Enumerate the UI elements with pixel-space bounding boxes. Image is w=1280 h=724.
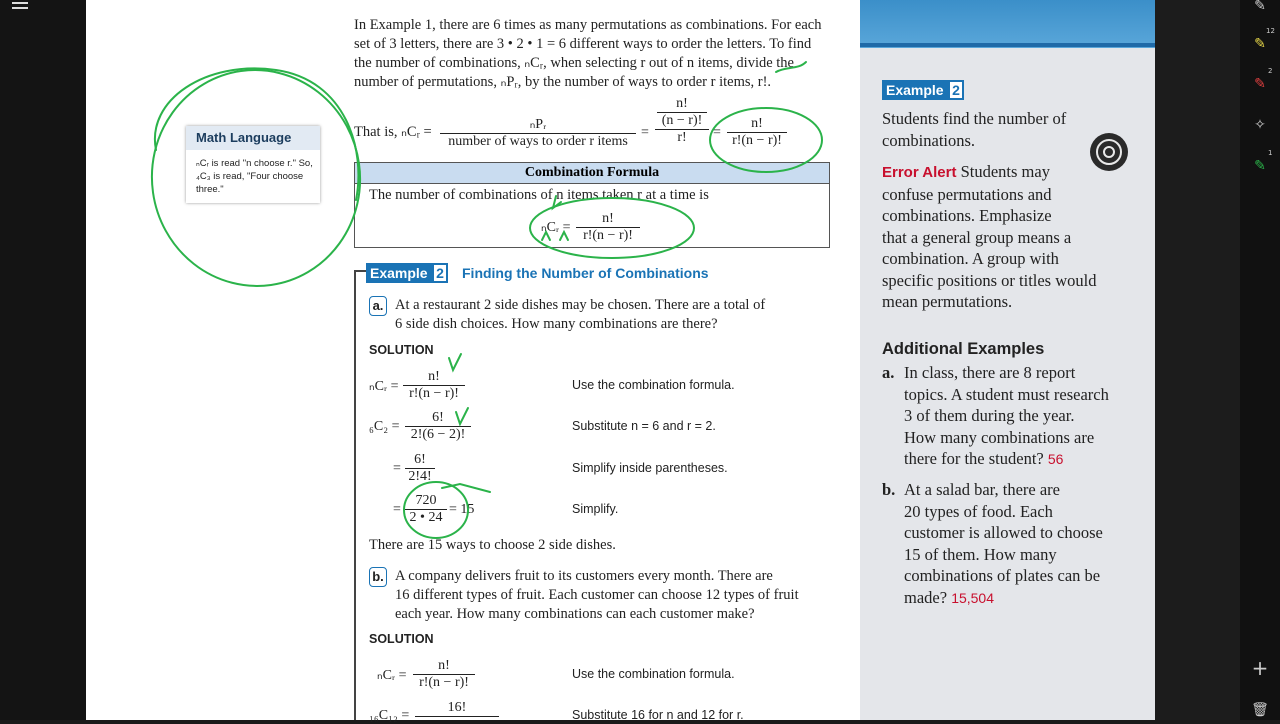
part-a-label: a.: [369, 296, 387, 316]
step-lhs: ₆C₂ =: [369, 419, 400, 434]
frac-num: n!: [413, 658, 475, 675]
frac-num: n!: [576, 211, 640, 228]
ink-circle-simplify: [404, 482, 468, 538]
frac-den: r!(n − r)!: [732, 133, 782, 148]
error-alert-line: combinations. Emphasize: [882, 206, 1052, 225]
badge-2: 2: [1268, 67, 1273, 75]
left-margin: [0, 0, 86, 720]
sidebar-item-b-label: b.: [882, 480, 896, 499]
frac-num: n!: [727, 116, 787, 133]
part-a-conclusion: There are 15 ways to choose 2 side dishes.: [369, 537, 616, 553]
add-icon[interactable]: +: [1251, 656, 1269, 680]
inner-num: n!: [657, 96, 707, 113]
item-line: At a salad bar, there are: [904, 480, 1061, 499]
ink-circle-result: [710, 108, 822, 172]
part-b-label: b.: [369, 567, 387, 587]
frac-den: 2 • 24: [409, 510, 443, 525]
equals-sign: =: [713, 125, 721, 140]
error-alert-line: combination. A group with: [882, 249, 1059, 268]
sidebar-item-b: [904, 479, 1134, 609]
error-alert-line: mean permutations.: [882, 292, 1013, 311]
pen-tool-icon[interactable]: ✎: [1254, 0, 1266, 14]
additional-examples-title: Additional Examples: [882, 340, 1045, 358]
step-note: Use the combination formula.: [572, 667, 735, 681]
frac-den: r!(n − r)!: [419, 675, 469, 690]
step-note: Substitute n = 6 and r = 2.: [572, 419, 716, 433]
combination-formula-title: Combination Formula: [355, 163, 829, 184]
that-is-label: That is, ₙCᵣ =: [354, 124, 432, 140]
math-language-line: ₄C₃ is read, "Four choose: [196, 171, 304, 182]
sidebar-example-number: 2: [948, 80, 964, 100]
sidebar-intro-line: Students find the number of: [882, 109, 1067, 128]
frac-den: r!: [677, 130, 687, 145]
step-note: Simplify inside parentheses.: [572, 461, 728, 475]
equals-sign: =: [641, 125, 649, 140]
solution-label: SOLUTION: [369, 632, 434, 646]
question-line: A company delivers fruit to its customers every month. There are: [395, 568, 773, 584]
step-note: Use the combination formula.: [572, 378, 735, 392]
step-lhs: ₙCᵣ =: [369, 379, 399, 394]
step-lhs: =: [393, 461, 401, 476]
error-alert-label-text: Error Alert: [882, 164, 957, 181]
solution-label: SOLUTION: [369, 343, 434, 357]
step-note: Substitute 16 for n and 12 for r.: [572, 708, 744, 722]
math-language-line: three.": [196, 184, 224, 195]
frac-den: r!(n − r)!: [409, 386, 459, 401]
frac-den: number of ways to order r items: [448, 134, 628, 149]
frac-num: 6!: [405, 410, 471, 427]
error-alert-label: [882, 164, 956, 181]
ink-loop: [155, 68, 359, 200]
item-line: customer is allowed to choose: [904, 523, 1103, 542]
ink-check: [456, 408, 468, 424]
pen-red-icon[interactable]: ✎: [1254, 76, 1266, 92]
ink-annotations: [86, 0, 860, 720]
ink-circle-math-language: [138, 57, 374, 300]
error-alert-line: confuse permutations and: [882, 184, 1052, 204]
question-line: each year. How many combinations can each customer make?: [395, 606, 755, 622]
step-lhs: =: [393, 502, 401, 517]
error-alert-line: specific positions or titles would: [882, 270, 1097, 290]
item-line: 20 types of food. Each: [904, 501, 1053, 521]
laser-pointer-icon[interactable]: ✧: [1254, 117, 1266, 133]
frac-den: 2!4!: [408, 469, 432, 484]
intro-line: In Example 1, there are 6 times as many permutations as combinations. For each: [354, 17, 822, 33]
item-text: made?: [904, 587, 948, 607]
ink-check: [553, 196, 561, 208]
frac-num: ₙPᵣ: [440, 116, 636, 134]
hamburger-menu-icon[interactable]: [6, 0, 34, 16]
sidebar-header-band: [860, 0, 1155, 48]
frac-num: 6!: [405, 452, 435, 469]
ink-check: [449, 354, 461, 370]
step-num: 16!: [415, 700, 499, 717]
highlighter-yellow-icon[interactable]: ✎: [1254, 36, 1266, 52]
error-alert: [882, 161, 1132, 313]
badge-3: 1: [1268, 149, 1273, 157]
formula-lhs: ₙCᵣ =: [541, 220, 571, 235]
item-b-answer: 15,504: [951, 589, 995, 606]
trash-icon[interactable]: 🗑: [1251, 702, 1269, 718]
step-lhs: ₁₆C₁₂ =: [369, 708, 410, 723]
example-title: Finding the Number of Combinations: [462, 265, 709, 281]
item-line: 15 of them. How many: [904, 544, 1057, 564]
item-line: In class, there are 8 report: [904, 363, 1076, 382]
sidebar-intro-line: combinations.: [882, 130, 976, 150]
intro-line: the number of combinations, ₙCᵣ, when selecting r out of n items, divide the: [354, 55, 794, 71]
badge-1: 12: [1266, 27, 1275, 35]
frac-num: 720: [405, 493, 447, 510]
item-line: [904, 587, 1134, 610]
right-margin: [1155, 0, 1240, 720]
item-a-answer: 56: [1047, 451, 1064, 467]
sidebar-example-badge: Example: [882, 80, 948, 100]
pen-green-icon[interactable]: ✎: [1254, 158, 1266, 174]
item-line: How many combinations are: [904, 427, 1095, 447]
step-lhs: ₙCᵣ =: [377, 668, 407, 683]
item-line: topics. A student must research: [904, 384, 1109, 404]
sidebar-item-a-label: a.: [882, 363, 895, 382]
math-language-title: Math Language: [196, 130, 292, 145]
inner-den: (n − r)!: [661, 113, 703, 128]
intro-line: number of permutations, ₙPᵣ, by the number of ways to order r items, r!.: [354, 74, 772, 90]
question-line: 16 different types of fruit. Each customer can choose 12 types of fruit: [395, 587, 799, 603]
step-rhs: = 15: [449, 502, 475, 517]
annotation-toolbar: [1240, 0, 1280, 720]
error-alert-line: that a general group means a: [882, 227, 1072, 247]
intro-line: set of 3 letters, there are 3 • 2 • 1 = 6 different ways to order the letters. To find: [354, 36, 812, 52]
frac-den: 2!(6 − 2)!: [410, 427, 466, 442]
ink-mark: [776, 62, 806, 72]
item-line: [904, 448, 1134, 471]
item-text: there for the student?: [904, 449, 1044, 468]
sidebar-intro: [882, 108, 1102, 151]
item-line: combinations of plates can be: [904, 566, 1101, 585]
frac-den: r!(n − r)!: [583, 228, 633, 243]
question-line: At a restaurant 2 side dishes may be chosen. There are a total of: [395, 297, 766, 313]
example-number: 2: [432, 263, 448, 283]
formula-text: The number of combinations of n items taken r at a time is: [369, 187, 709, 203]
question-line: 6 side dish choices. How many combinations are there?: [395, 316, 718, 332]
sidebar-item-a: [904, 362, 1134, 471]
error-alert-line: [882, 161, 1132, 184]
sidebar-header-rule: [860, 43, 1155, 47]
step-note: Simplify.: [572, 502, 619, 516]
error-alert-text: Students may: [960, 162, 1050, 181]
ink-arrows: [542, 232, 568, 240]
frac-num: n!: [403, 369, 465, 386]
example-badge: Example: [366, 263, 432, 283]
item-line: 3 of them during the year.: [904, 406, 1075, 425]
math-language-line: ₙCᵣ is read "n choose r." So,: [196, 158, 313, 169]
